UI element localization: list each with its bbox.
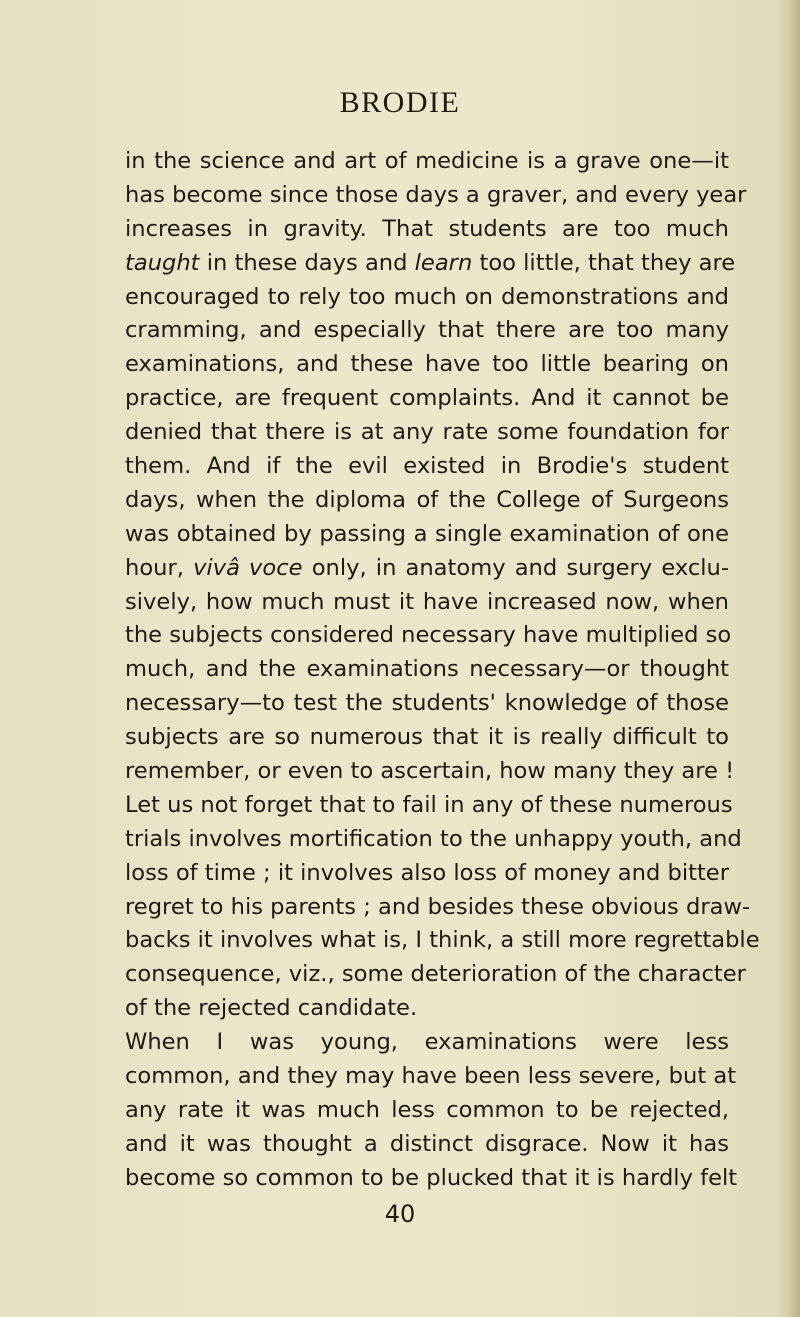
text-line: them. And if the evil existed in Brodie's student [125,453,729,480]
text-line: trials involves mortification to the unhappy youth, and [125,825,742,852]
text-line: loss of time ; it involves also loss of money and bitter [125,859,729,886]
page-number: 40 [384,1200,416,1228]
text-line: sively, how much must it have increased now, when [125,588,729,615]
text-line: examinations, and these have too little bearing on [125,351,729,378]
text-line: backs it involves what is, I think, a still more regrettable [125,927,760,954]
text-line: When I was young, examinations were less [125,1029,729,1056]
text-line: denied that there is at any rate some foundation for [125,419,729,446]
text-line: remember, or even to ascertain, how many they are ! [125,758,735,785]
text-line: was obtained by passing a single examination of one [125,520,729,547]
text-line: taught in these days and learn too little, that they are [125,249,736,276]
text-line: encouraged to rely too much on demonstrations and [125,283,729,310]
text-line: subjects are so numerous that it is really difficult to [125,724,729,751]
text-line: in the science and art of medicine is a grave one—it [125,148,729,174]
text-line: has become since those days a graver, and every year [125,181,747,208]
text-line: days, when the diploma of the College of Surgeons [125,486,729,513]
text-line: the subjects considered necessary have multiplied so [125,622,732,649]
text-line: hour, vivâ voce only, in anatomy and surgery exclu- [125,554,729,581]
text-line: practice, are frequent complaints. And it cannot be [125,385,729,412]
text-line: regret to his parents ; and besides these obvious draw- [125,893,751,920]
text-line: consequence, viz., some deterioration of the character [125,961,746,988]
text-line: common, and they may have been less severe, but at [125,1063,737,1090]
text-line: become so common to be plucked that it is hardly felt [125,1164,738,1191]
text-line: necessary—to test the students' knowledge of those [125,690,729,717]
text-line: cramming, and especially that there are too many [125,317,729,344]
text-line: any rate it was much less common to be rejected, [125,1096,729,1123]
page-edge-shadow [788,0,800,1317]
text-line: and it was thought a distinct disgrace. Now it has [125,1130,729,1157]
body-text [125,145,760,1196]
running-head: BRODIE [339,86,461,119]
text-line: Let us not forget that to fail in any of these numerous [125,791,733,818]
text-line: much, and the examinations necessary—or thought [125,656,729,683]
text-line: of the rejected candidate. [125,995,418,1022]
text-line: increases in gravity. That students are too much [125,215,729,242]
